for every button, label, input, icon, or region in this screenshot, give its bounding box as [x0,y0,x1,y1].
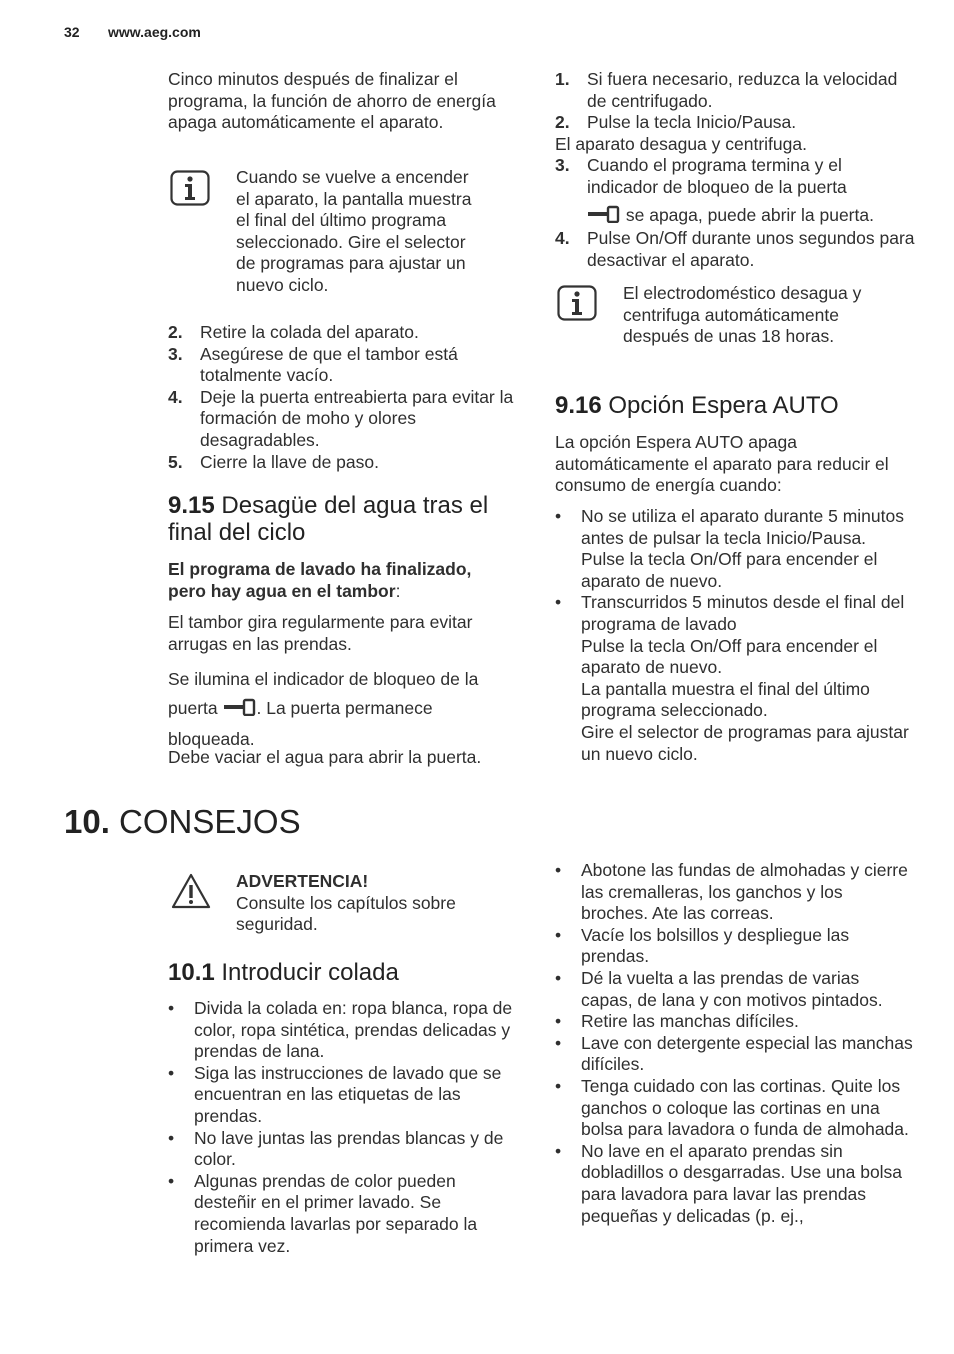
warning-icon [170,872,212,910]
list-item: • Abotone las fundas de almohadas y cierre las cremalleras, los ganchos y los broches. Ate las correas. [555,860,913,925]
list-item: 3. Cuando el programa termina y el indicador de bloqueo de la puerta se apaga, puede abrir la puerta. [555,155,915,228]
list-item: • Tenga cuidado con las cortinas. Quite los ganchos o coloque las cortinas en una bolsa para lavadora o funda de almohada. [555,1076,913,1141]
list-item: • Transcurridos 5 minutos desde el final del programa de lavado Pulse la tecla On/Off para encender el aparato de nuevo. La pantalla muestra el final del último programa seleccionado. Gire el selector de programas para ajustar un nuevo ciclo. [555,592,915,765]
warning-text: ADVERTENCIA! Consulte los capítulos sobre seguridad. [236,871,456,935]
intro-paragraph: Cinco minutos después de finalizar el programa, la función de ahorro de energía apaga automáticamente el aparato. [168,69,496,133]
door-lock-icon [223,696,257,725]
list-item: • Lave con detergente especial las manchas difíciles. [555,1033,913,1076]
list-item: • Retire las manchas difíciles. [555,1011,913,1033]
list-item: 3. Asegúrese de que el tambor está totalmente vacío. [168,343,458,386]
drain-steps [555,69,915,271]
chapter-heading: 10. CONSEJOS [64,803,301,840]
section-heading-10-1: 10.1 Introducir colada [168,959,399,986]
drain-mid-text: El aparato desagua y centrifuga. [555,133,807,154]
list-item: • No se utiliza el aparato durante 5 minutos antes de pulsar la tecla Inicio/Pausa. Pulse la tecla On/Off para encender el aparato de nuevo. [555,506,915,592]
info-icon [557,285,597,321]
list-item: 4. Deje la puerta entreabierta para evitar la formación de moho y olores desagradables. [168,386,514,450]
list-item: 4. Pulse On/Off durante unos segundos para desactivar el aparato. [555,228,915,270]
list-item: • Dé la vuelta a las prendas de varias capas, de lana y con motivos pintados. [555,968,913,1011]
section-heading-9-15: 9.15 Desagüe del agua tras el final del ciclo [168,492,489,546]
section-heading-9-16: 9.16 Opción Espera AUTO [555,392,839,419]
page-number: 32 [64,24,80,40]
preparation-tips-list [555,860,913,1227]
section-9-15-p2: Se ilumina el indicador de bloqueo de la puerta . La puerta permanece bloqueada. [168,669,479,749]
section-9-15-p1: El tambor gira regularmente para evitar arrugas en las prendas. [168,612,473,654]
list-item: 5. Cierre la llave de paso. [168,451,379,472]
info-note: Cuando se vuelve a encender el aparato, la pantalla muestra el final del último programa seleccionado. Gire el selector de programas para ajustar un nuevo ciclo. [236,167,472,295]
header-url: www.aeg.com [108,24,201,40]
list-item: • Algunas prendas de color pueden desteñir en el primer lavado. Se recomienda lavarlas por separado la primera vez. [168,1171,520,1257]
list-item: • No lave juntas las prendas blancas y de color. [168,1128,520,1171]
list-item: 2. Pulse la tecla Inicio/Pausa. [555,112,797,133]
list-item: 1. Si fuera necesario, reduzca la velocidad de centrifugado. [555,69,898,111]
list-item: • No lave en el aparato prendas sin dobladillos o desgarradas. Use una bolsa para lavadora para lavar las prendas pequeñas y delicadas (p. ej., [555,1141,913,1227]
steps-list [168,322,518,473]
info-icon [170,170,210,206]
laundry-tips-list [168,998,520,1257]
section-9-15-p3: Debe vaciar el agua para abrir la puerta. [168,747,482,767]
list-item: 2. Retire la colada del aparato. [168,322,419,342]
auto-standby-list [555,506,915,765]
door-lock-icon [587,205,621,229]
list-item: • Vacíe los bolsillos y despliegue las prendas. [555,925,913,968]
section-9-15-intro: El programa de lavado ha finalizado, pero hay agua en el tambor: [168,559,472,601]
list-item: • Siga las instrucciones de lavado que se encuentran en las etiquetas de las prendas. [168,1063,520,1128]
list-item: • Divida la colada en: ropa blanca, ropa de color, ropa sintética, prendas delicadas y prendas de lana. [168,998,520,1063]
section-9-16-intro: La opción Espera AUTO apaga automáticamente el aparato para reducir el consumo de energía cuando: [555,432,889,496]
info-note-auto-drain: El electrodoméstico desagua y centrifuga automáticamente después de unas 18 horas. [623,283,862,347]
